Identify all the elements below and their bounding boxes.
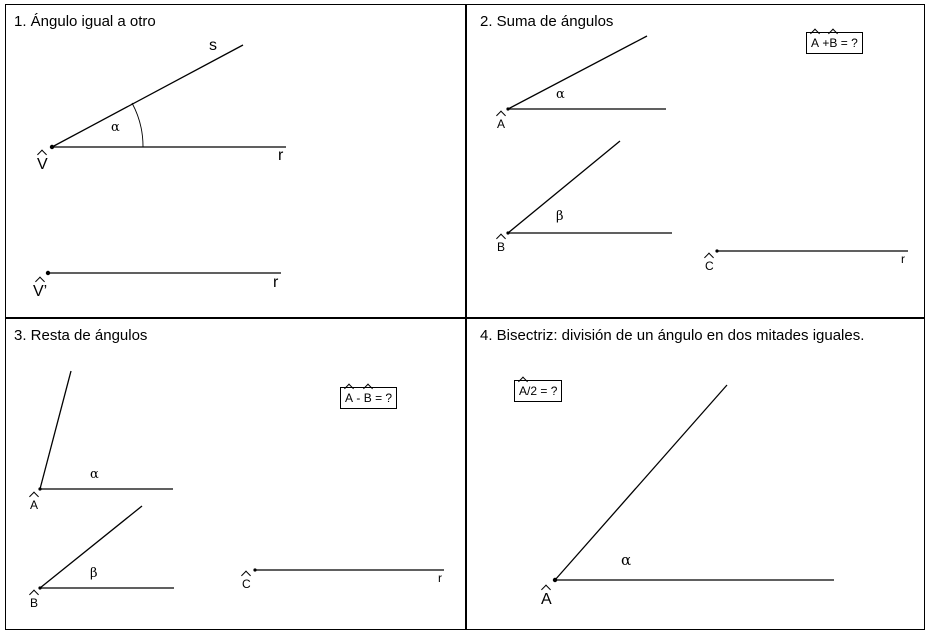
- p4-angle-ray1: [555, 385, 727, 580]
- p3-formula-a: A: [345, 391, 354, 405]
- panel-1-title: 1. Ángulo igual a otro: [14, 13, 156, 30]
- p1-vertex-v: [50, 145, 54, 149]
- p2-angle-a-ray1: [508, 36, 647, 109]
- p1-vertex-v-label: [37, 157, 48, 173]
- p4-formula-rest: /2 = ?: [527, 384, 558, 398]
- p1-label-v: V: [37, 156, 48, 173]
- p1-vertex-vprime-label: [33, 284, 47, 300]
- p4-vertex-a-label: [541, 592, 552, 608]
- p1-label-alpha: α: [111, 120, 120, 135]
- p3-label-r: r: [438, 571, 442, 585]
- p1-label-r: r: [278, 147, 284, 164]
- p1-vertex-vprime: [46, 271, 50, 275]
- p3-label-alpha: α: [90, 467, 99, 482]
- panel-4-title: 4. Bisectriz: división de un ángulo en dos mitades iguales.: [480, 327, 865, 344]
- p2-vertex-a: [506, 107, 509, 110]
- p2-label-b: B: [497, 240, 506, 254]
- p4-label-alpha: α: [621, 551, 632, 569]
- p1-label-vprime: V’: [33, 283, 48, 300]
- p2-angle-b-ray1: [508, 141, 620, 233]
- p2-formula-rest: = ?: [840, 36, 858, 50]
- p2-vertex-c-label: [705, 260, 714, 272]
- p4-vertex-a: [553, 578, 557, 582]
- p3-label-beta: β: [90, 566, 98, 581]
- panel-2-title: 2. Suma de ángulos: [480, 13, 614, 30]
- p2-formula-box: [806, 32, 863, 54]
- p2-label-c: C: [705, 259, 714, 273]
- p3-label-a: A: [30, 498, 39, 512]
- p3-formula-b: B: [363, 391, 372, 405]
- p1-ray-s: [52, 45, 243, 147]
- p3-vertex-a: [38, 487, 41, 490]
- p4-formula-a: A: [519, 384, 528, 398]
- p3-vertex-c: [253, 568, 256, 571]
- p2-vertex-b-label: [497, 241, 505, 253]
- p4-label-a: A: [541, 591, 552, 608]
- p4-formula-box: [514, 380, 562, 402]
- p2-vertex-a-label: [497, 118, 505, 130]
- p2-formula-a: A: [811, 36, 820, 50]
- p3-angle-a-ray1: [40, 371, 71, 489]
- p2-vertex-b: [506, 231, 509, 234]
- p3-formula-op: -: [356, 391, 361, 405]
- p3-formula-box: [340, 387, 397, 409]
- p1-label-r2: r: [273, 274, 279, 291]
- p3-label-b: B: [30, 596, 39, 610]
- p2-vertex-c: [715, 249, 718, 252]
- p1-label-s: s: [209, 37, 217, 54]
- p3-vertex-c-label: [242, 578, 251, 590]
- panel-3-title: 3. Resta de ángulos: [14, 327, 148, 344]
- p3-vertex-a-label: [30, 499, 38, 511]
- p3-vertex-b: [38, 586, 41, 589]
- p2-formula-b: B: [829, 36, 838, 50]
- p2-label-beta: β: [556, 209, 564, 224]
- p3-label-c: C: [242, 577, 251, 591]
- p2-label-r: r: [901, 252, 905, 266]
- p3-formula-rest: = ?: [375, 391, 393, 405]
- p2-label-alpha: α: [556, 87, 565, 102]
- p2-label-a: A: [497, 117, 506, 131]
- p3-vertex-b-label: [30, 597, 38, 609]
- p1-alpha-arc: [132, 103, 143, 147]
- p2-formula-op: +: [822, 36, 830, 50]
